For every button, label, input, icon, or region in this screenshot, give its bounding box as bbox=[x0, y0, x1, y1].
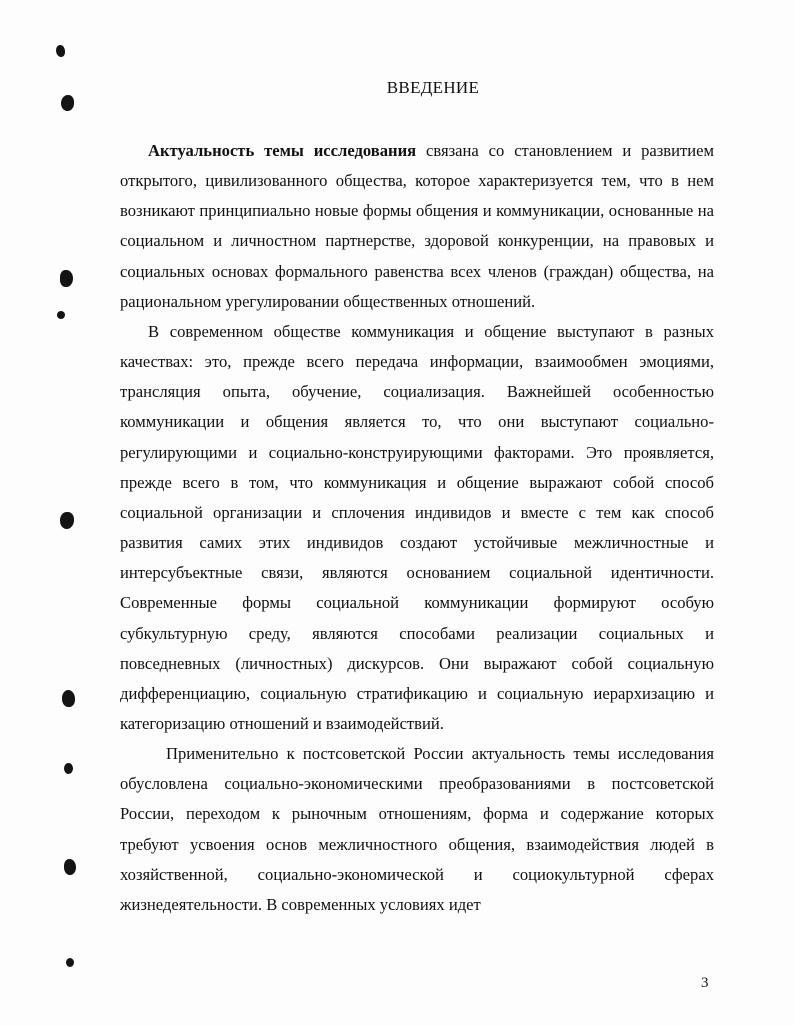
page-title: ВВЕДЕНИЕ bbox=[386, 78, 480, 97]
punch-hole-mark bbox=[56, 45, 65, 57]
body-text bbox=[120, 136, 714, 920]
punch-hole-mark bbox=[60, 270, 73, 287]
punch-hole-mark bbox=[57, 311, 65, 319]
punch-hole-mark bbox=[66, 958, 74, 967]
paragraph-lead: Актуальность темы исследования bbox=[148, 141, 417, 160]
punch-hole-mark bbox=[64, 763, 73, 774]
paragraph-1 bbox=[120, 136, 714, 317]
paragraph-3: Применительно к постсоветской России актуальность темы исследования обусловлена социально-экономическими преобразованиями в постсоветской России, переходом к рыночным отношениям, форма и содержание которых требуют усвоения основ межличностного общения, взаимодействия людей в хозяйственной, социально-экономической и социокультурной сферах жизнедеятельности. В современных условиях идет bbox=[120, 744, 714, 914]
paragraph-2: В современном обществе коммуникация и общение выступают в разных качествах: это, прежде всего передача информации, взаимообмен эмоциями, трансляция опыта, обучение, социализация. Важнейшей особенностью коммуникации и общения является то, что они выступают социально-регулирующими и социально-конструирующими факторами. Это проявляется, прежде всего в том, что коммуникация и общение выражают собой способ социальной организации и сплочения индивидов и вместе с тем как способ развития самих этих индивидов создают устойчивые межличностные и интерсубъектные связи, являются основанием социальной идентичности. Современные формы социальной коммуникации формируют особую субкультурную среду, являются способами реализации социальных и повседневных (личностных) дискурсов. Они выражают собой социальную дифференциацию, социальную стратификацию и социальную иерархизацию и категоризацию отношений и взаимодействий. bbox=[120, 321, 714, 733]
punch-hole-mark bbox=[62, 690, 75, 707]
paragraph-1-text: связана со становлением и развитием открытого, цивилизованного общества, которое характеризуется тем, что в нем возникают принципиально новые формы общения и коммуникации, основанные на социальном и личностном партнерстве, здоровой конкуренции, на правовых и социальных основах формального равенства всех членов (граждан) общества, на рациональном урегулировании общественных отношений. bbox=[120, 141, 714, 311]
punch-hole-mark bbox=[64, 859, 76, 875]
page-number: 3 bbox=[701, 975, 709, 991]
punch-hole-mark bbox=[60, 512, 74, 529]
